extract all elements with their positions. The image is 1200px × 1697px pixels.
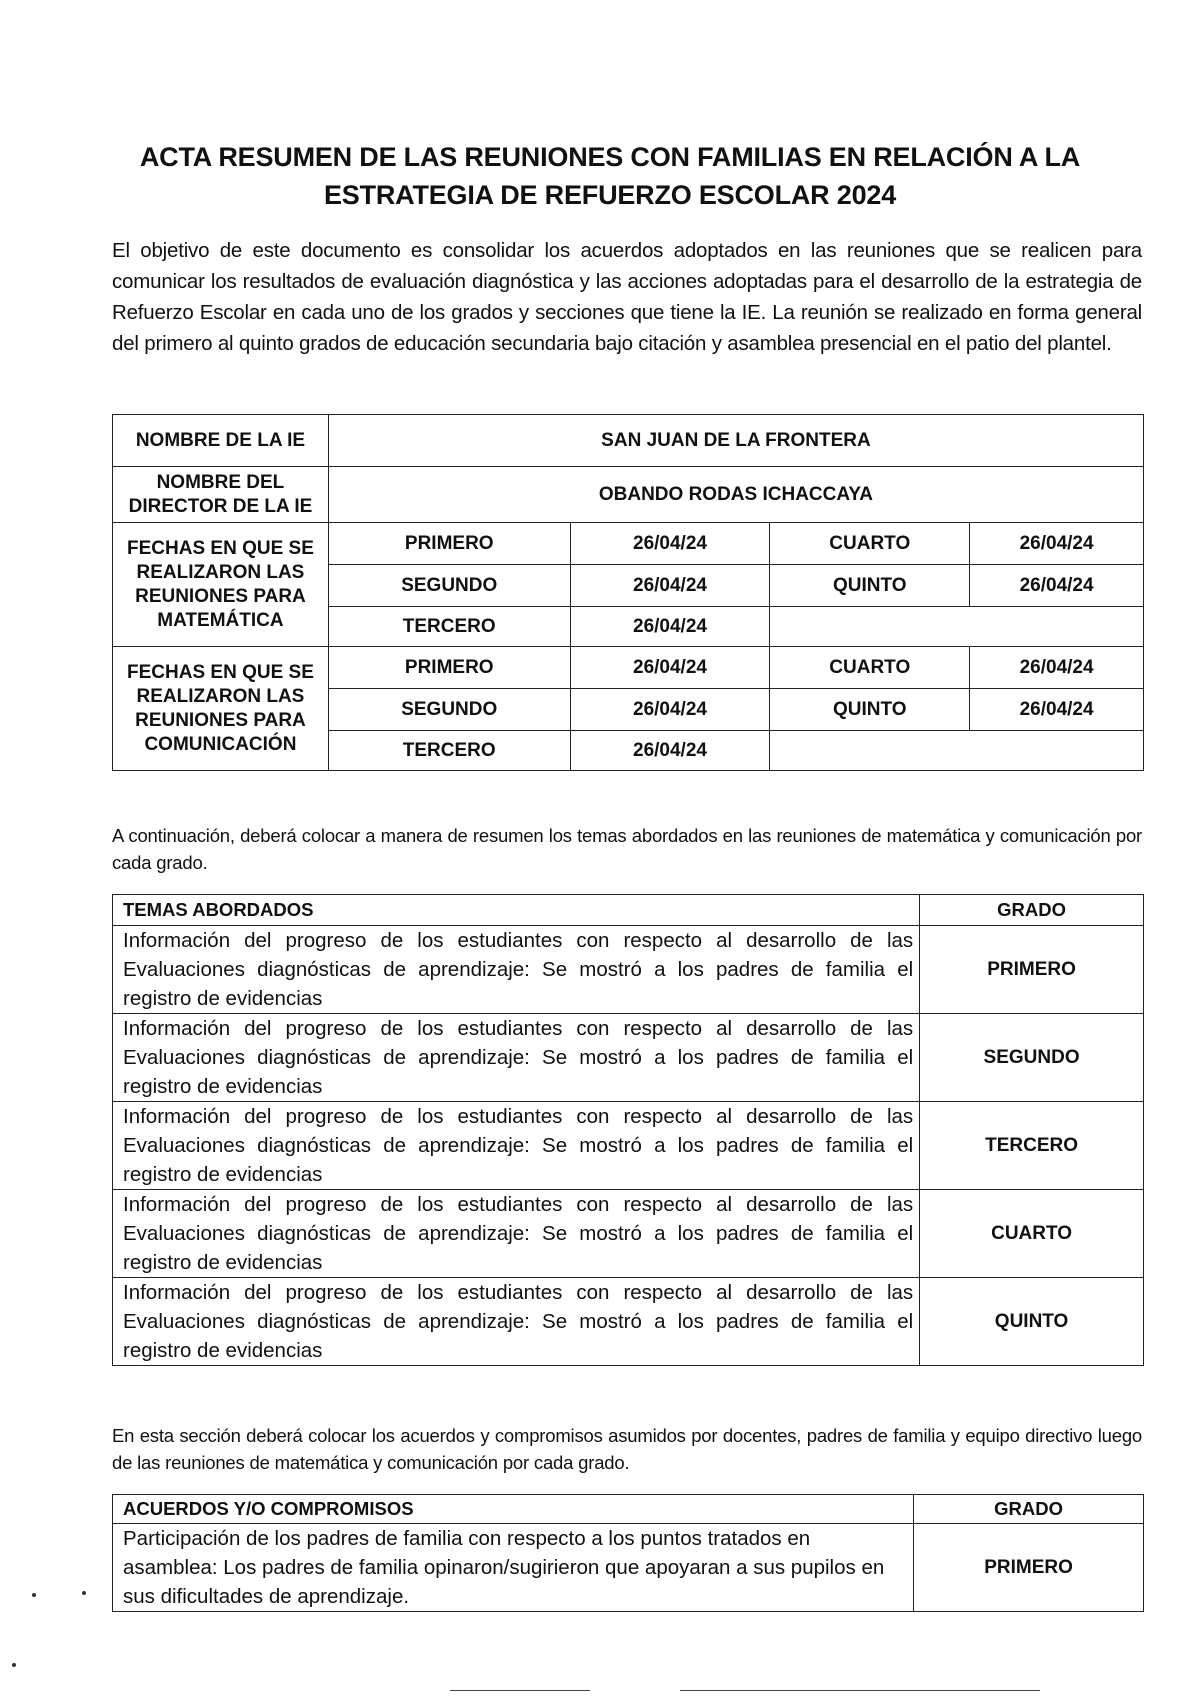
com-date-1: 26/04/24 bbox=[570, 647, 770, 689]
mat-grade-4: CUARTO bbox=[770, 523, 970, 565]
scan-line bbox=[450, 1690, 590, 1691]
topic-cell: Información del progreso de los estudiantes con respecto al desarrollo de las Evaluaciones diagnósticas de aprendizaje: Se mostró a los padres de familia el registro de evidencias bbox=[113, 1278, 920, 1366]
grade-cell: QUINTO bbox=[920, 1278, 1144, 1366]
director-row bbox=[113, 467, 1144, 523]
com-date-3: 26/04/24 bbox=[570, 731, 770, 771]
com-label: FECHAS EN QUE SE REALIZARON LAS REUNIONES PARA COMUNICACIÓN bbox=[113, 647, 329, 771]
grade-cell: CUARTO bbox=[920, 1190, 1144, 1278]
scan-speck bbox=[32, 1593, 36, 1597]
topics-intro: A continuación, deberá colocar a manera de resumen los temas abordados en las reuniones de matemática y comunicación por cada grado. bbox=[112, 825, 1142, 873]
agreements-header-topic: ACUERDOS Y/O COMPROMISOS bbox=[113, 1495, 914, 1524]
mat-date-4: 26/04/24 bbox=[970, 523, 1144, 565]
mat-row-1 bbox=[113, 523, 1144, 565]
topic-cell: Información del progreso de los estudiantes con respecto al desarrollo de las Evaluaciones diagnósticas de aprendizaje: Se mostró a los padres de familia el registro de evidencias bbox=[113, 1014, 920, 1102]
mat-grade-3: TERCERO bbox=[328, 607, 570, 647]
table-row bbox=[113, 926, 1144, 1014]
mat-date-1: 26/04/24 bbox=[570, 523, 770, 565]
grade-cell: SEGUNDO bbox=[920, 1014, 1144, 1102]
mat-date-3: 26/04/24 bbox=[570, 607, 770, 647]
com-grade-5: QUINTO bbox=[770, 689, 970, 731]
com-grade-4: CUARTO bbox=[770, 647, 970, 689]
mat-date-2: 26/04/24 bbox=[570, 565, 770, 607]
table-row bbox=[113, 1278, 1144, 1366]
scan-line bbox=[680, 1690, 1040, 1691]
com-empty-cell bbox=[770, 731, 1144, 771]
topics-table bbox=[112, 894, 1144, 1366]
ie-value: SAN JUAN DE LA FRONTERA bbox=[328, 415, 1143, 467]
topics-header-topic: TEMAS ABORDADOS bbox=[113, 895, 920, 926]
table-row bbox=[113, 1014, 1144, 1102]
grade-cell: TERCERO bbox=[920, 1102, 1144, 1190]
mat-date-5: 26/04/24 bbox=[970, 565, 1144, 607]
director-label: NOMBRE DEL DIRECTOR DE LA IE bbox=[113, 467, 329, 523]
grade-cell: PRIMERO bbox=[920, 926, 1144, 1014]
com-date-5: 26/04/24 bbox=[970, 689, 1144, 731]
scan-speck bbox=[82, 1591, 86, 1595]
table-row bbox=[113, 1102, 1144, 1190]
topic-cell: Información del progreso de los estudiantes con respecto al desarrollo de las Evaluaciones diagnósticas de aprendizaje: Se mostró a los padres de familia el registro de evidencias bbox=[113, 1102, 920, 1190]
agreements-header-grade: GRADO bbox=[914, 1495, 1144, 1524]
mat-grade-5: QUINTO bbox=[770, 565, 970, 607]
topics-header-grade: GRADO bbox=[920, 895, 1144, 926]
table-row bbox=[113, 1524, 1144, 1612]
document-title bbox=[110, 138, 1110, 214]
topic-cell: Información del progreso de los estudiantes con respecto al desarrollo de las Evaluaciones diagnósticas de aprendizaje: Se mostró a los padres de familia el registro de evidencias bbox=[113, 926, 920, 1014]
info-table bbox=[112, 414, 1144, 771]
agreements-table bbox=[112, 1494, 1144, 1612]
topic-cell: Información del progreso de los estudiantes con respecto al desarrollo de las Evaluaciones diagnósticas de aprendizaje: Se mostró a los padres de familia el registro de evidencias bbox=[113, 1190, 920, 1278]
mat-empty-cell bbox=[770, 607, 1144, 647]
com-date-2: 26/04/24 bbox=[570, 689, 770, 731]
com-grade-1: PRIMERO bbox=[328, 647, 570, 689]
ie-label: NOMBRE DE LA IE bbox=[113, 415, 329, 467]
scan-speck bbox=[12, 1663, 16, 1667]
grade-cell: PRIMERO bbox=[914, 1524, 1144, 1612]
com-grade-3: TERCERO bbox=[328, 731, 570, 771]
mat-grade-1: PRIMERO bbox=[328, 523, 570, 565]
topics-header-row bbox=[113, 895, 1144, 926]
ie-row bbox=[113, 415, 1144, 467]
agreement-cell: Participación de los padres de familia con respecto a los puntos tratados en asamblea: Los padres de familia opinaron/sugirieron que apoyaran a sus pupilos en sus dificultades de aprendizaje. bbox=[113, 1524, 914, 1612]
director-value: OBANDO RODAS ICHACCAYA bbox=[328, 467, 1143, 523]
mat-grade-2: SEGUNDO bbox=[328, 565, 570, 607]
mat-label: FECHAS EN QUE SE REALIZARON LAS REUNIONES PARA MATEMÁTICA bbox=[113, 523, 329, 647]
com-grade-2: SEGUNDO bbox=[328, 689, 570, 731]
com-row-1 bbox=[113, 647, 1144, 689]
title-line-2: ESTRATEGIA DE REFUERZO ESCOLAR 2024 bbox=[323, 180, 897, 210]
agreements-header-row bbox=[113, 1495, 1144, 1524]
table-row bbox=[113, 1190, 1144, 1278]
com-date-4: 26/04/24 bbox=[970, 647, 1144, 689]
agreements-intro: En esta sección deberá colocar los acuerdos y compromisos asumidos por docentes, padres de familia y equipo directivo luego de las reuniones de matemática y comunicación por cada grado. bbox=[112, 1425, 1142, 1473]
intro-paragraph: El objetivo de este documento es consolidar los acuerdos adoptados en las reuniones que se realicen para comunicar los resultados de evaluación diagnóstica y las acciones adoptadas para el desarrollo de la estrategia de Refuerzo Escolar en cada uno de los grados y secciones que tiene la IE. La reunión se realizado en forma general del primero al quinto grados de educación secundaria bajo citación y asamblea presencial en el patio del plantel. bbox=[112, 239, 1142, 355]
title-line-1: ACTA RESUMEN DE LAS REUNIONES CON FAMILIAS EN RELACIÓN A LA bbox=[139, 142, 1081, 172]
